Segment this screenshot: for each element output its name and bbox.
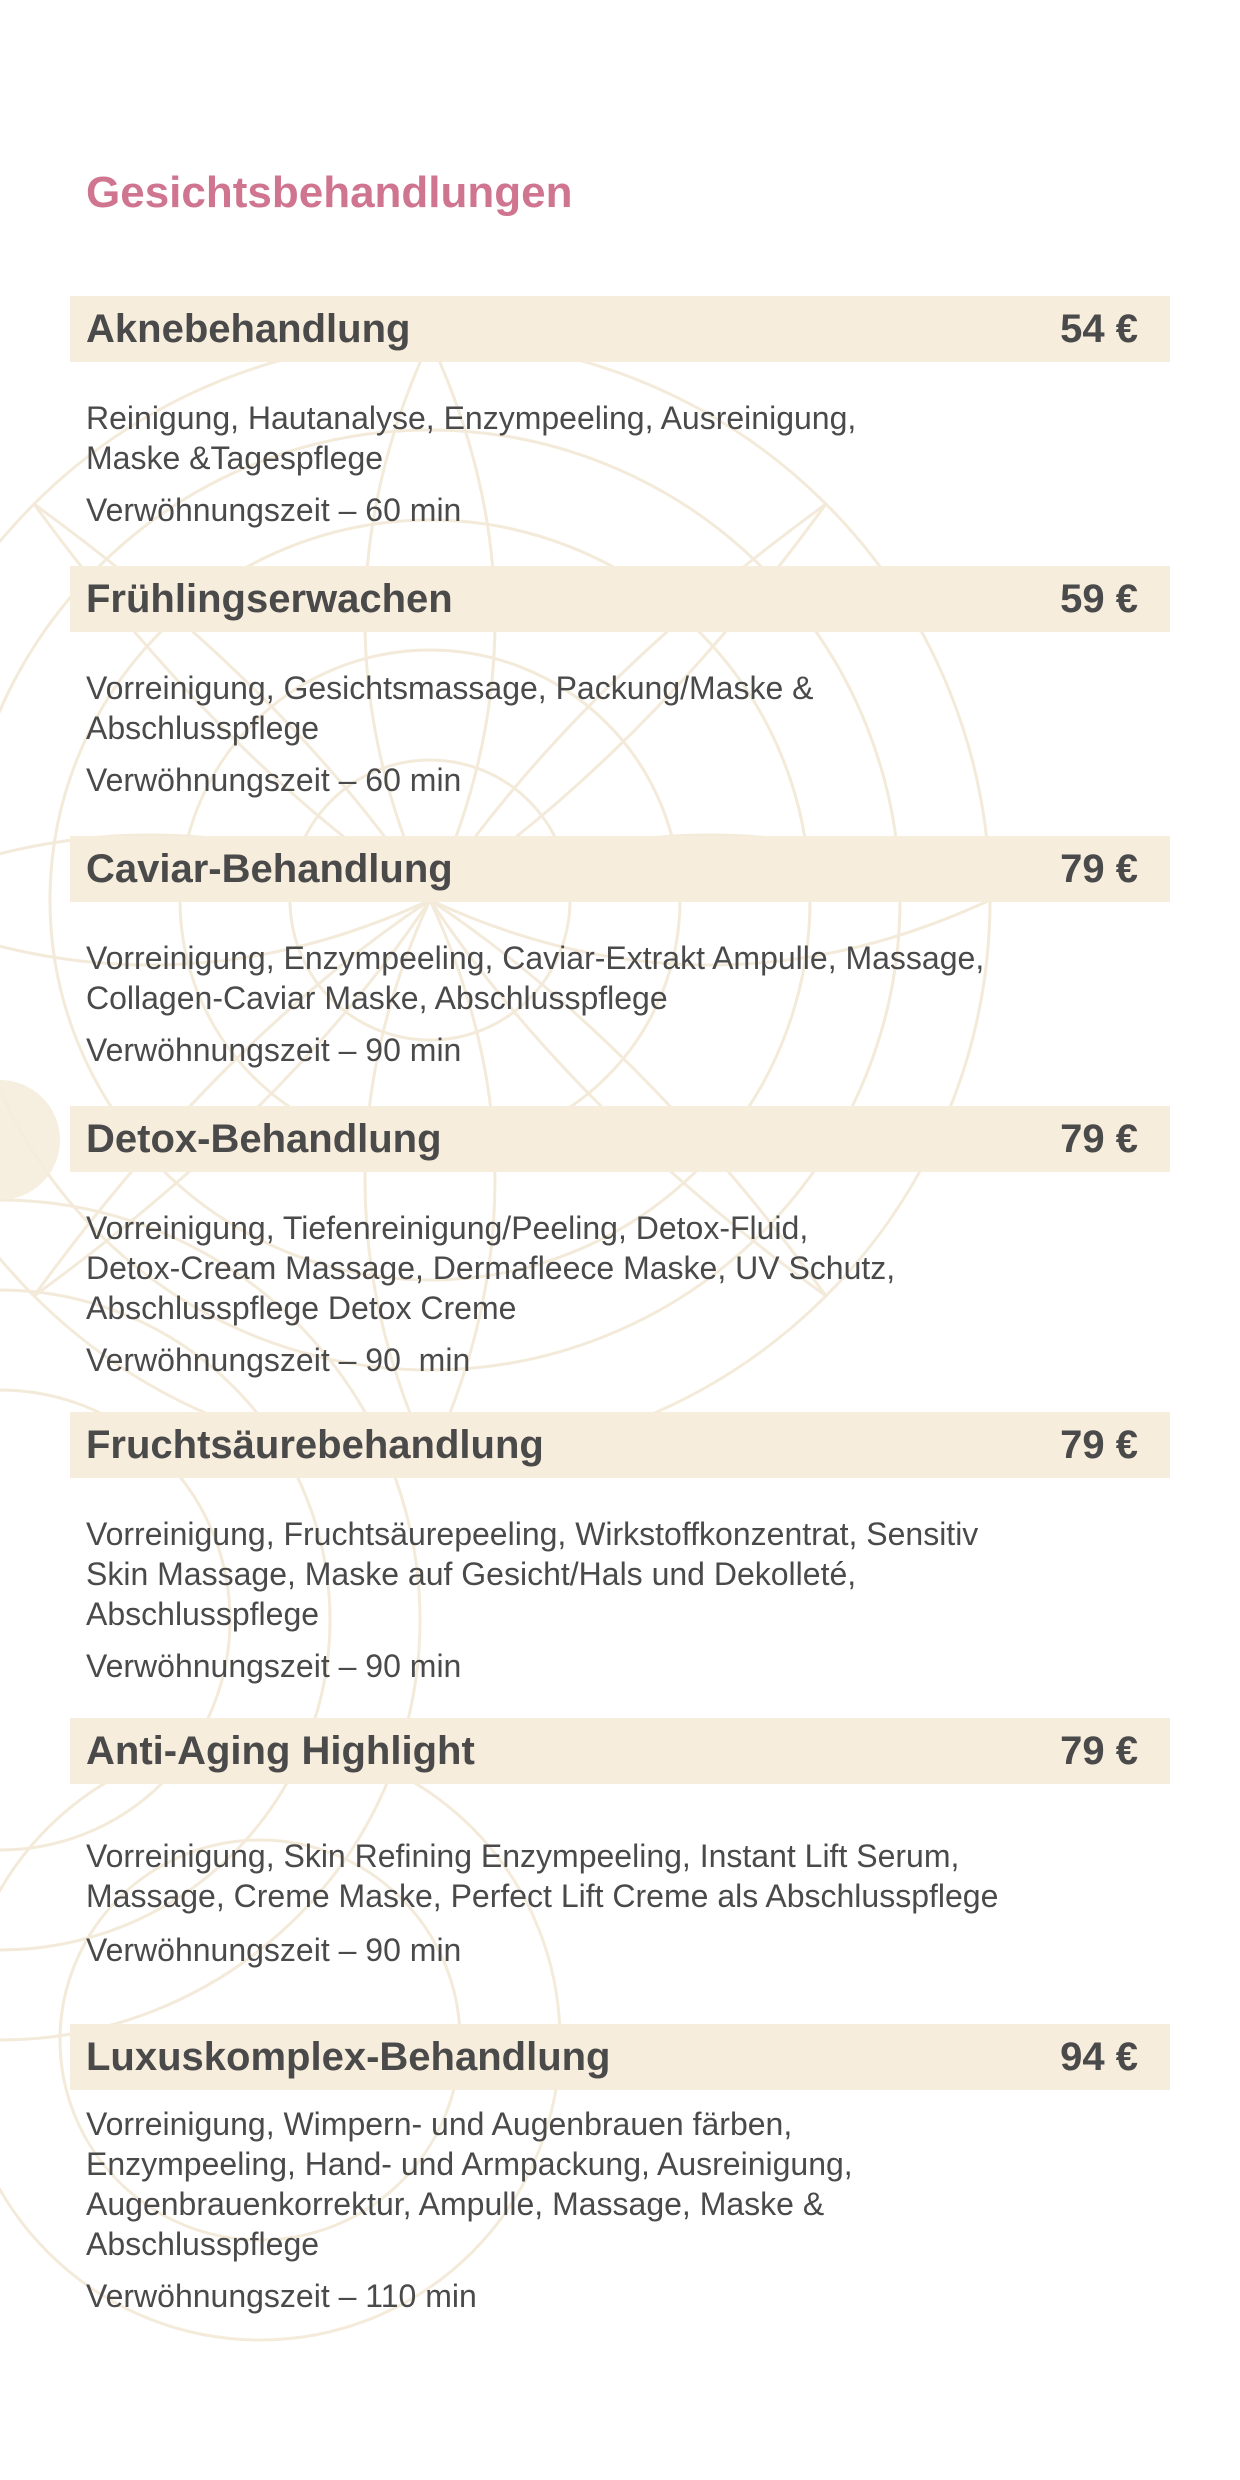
treatment-header <box>70 2024 1170 2090</box>
treatment-description: Vorreinigung, Wimpern- und Augenbrauen färben, Enzympeeling, Hand- und Armpackung, Ausreinigung, Augenbrauenkorrektur, Ampulle, Massage, Maske & Abschlusspflege <box>86 2106 853 2262</box>
treatment-duration: Verwöhnungszeit – 60 min <box>86 762 462 798</box>
treatment-description: Vorreinigung, Skin Refining Enzympeeling, Instant Lift Serum, Massage, Creme Maske, Perfect Lift Creme als Abschlusspflege <box>86 1838 999 1914</box>
treatment-description: Vorreinigung, Enzympeeling, Caviar-Extrakt Ampulle, Massage, Collagen-Caviar Maske, Abschlusspflege <box>86 940 985 1016</box>
treatment-duration: Verwöhnungszeit – 90 min <box>86 1342 471 1378</box>
treatment-price: 59 € <box>1060 577 1138 621</box>
treatment-description: Vorreinigung, Tiefenreinigung/Peeling, Detox-Fluid, Detox-Cream Massage, Dermafleece Maske, UV Schutz, Abschlusspflege Detox Creme <box>86 1210 896 1326</box>
treatment-header <box>70 296 1170 362</box>
treatment-header <box>70 566 1170 632</box>
treatment-price: 79 € <box>1060 1423 1138 1467</box>
treatment-price: 94 € <box>1060 2035 1138 2079</box>
treatment-description: Vorreinigung, Fruchtsäurepeeling, Wirkstoffkonzentrat, Sensitiv Skin Massage, Maske auf Gesicht/Hals und Dekolleté, Abschlusspflege <box>86 1516 979 1632</box>
treatment-name: Anti-Aging Highlight <box>86 1729 475 1773</box>
treatment-duration: Verwöhnungszeit – 110 min <box>86 2278 477 2314</box>
treatment-price: 54 € <box>1060 307 1138 351</box>
treatment-duration: Verwöhnungszeit – 90 min <box>86 1032 462 1068</box>
treatment-duration: Verwöhnungszeit – 90 min <box>86 1932 462 1968</box>
treatment-name: Detox-Behandlung <box>86 1117 442 1161</box>
treatment-name: Fruchtsäurebehandlung <box>86 1423 544 1467</box>
treatment-header <box>70 1412 1170 1478</box>
treatment-price: 79 € <box>1060 1117 1138 1161</box>
treatment-name: Aknebehandlung <box>86 307 411 351</box>
treatment-description: Reinigung, Hautanalyse, Enzympeeling, Ausreinigung, Maske &Tagespflege <box>86 400 857 476</box>
treatment-price: 79 € <box>1060 847 1138 891</box>
treatment-price: 79 € <box>1060 1729 1138 1773</box>
treatment-name: Caviar-Behandlung <box>86 847 453 891</box>
treatment-name: Frühlingserwachen <box>86 577 453 621</box>
treatment-header <box>70 836 1170 902</box>
treatment-header <box>70 1718 1170 1784</box>
treatment-name: Luxuskomplex-Behandlung <box>86 2035 611 2079</box>
treatment-header <box>70 1106 1170 1172</box>
treatment-description: Vorreinigung, Gesichtsmassage, Packung/Maske & Abschlusspflege <box>86 670 814 746</box>
treatment-duration: Verwöhnungszeit – 60 min <box>86 492 462 528</box>
treatment-duration: Verwöhnungszeit – 90 min <box>86 1648 462 1684</box>
page-title: Gesichtsbehandlungen <box>86 168 573 217</box>
